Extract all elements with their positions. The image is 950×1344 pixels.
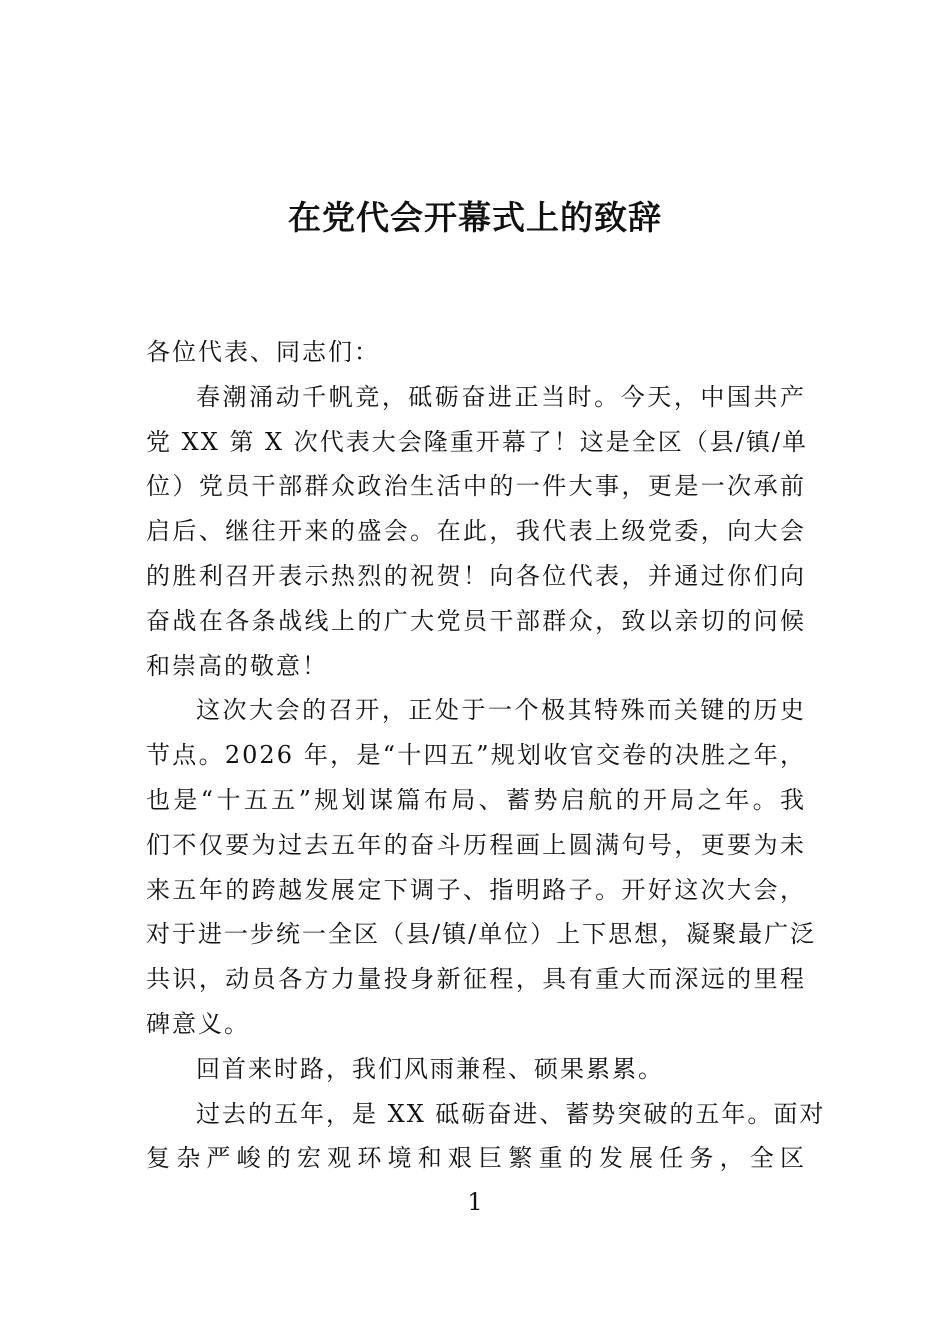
body-text-line: 们不仅要为过去五年的奋斗历程画上圆满句号，更要为未 [146, 830, 806, 859]
body-text-line: 各位代表、同志们： [146, 338, 380, 366]
body-text-line: 碑意义。 [146, 1009, 250, 1038]
body-text-line: 位）党员干部群众政治生活中的一件大事，更是一次承前 [146, 472, 806, 501]
body-text-line: 也是“十五五”规划谋篇布局、蓄势启航的开局之年。我 [146, 785, 806, 814]
page-number: 1 [467, 1188, 483, 1216]
body-text-line: 这次大会的召开，正处于一个极其特殊而关键的历史 [196, 696, 806, 725]
document-title: 在党代会开幕式上的致辞 [288, 198, 662, 237]
body-text-line: 启后、继往开来的盛会。在此，我代表上级党委，向大会 [146, 517, 806, 546]
body-text-line: 的胜利召开表示热烈的祝贺！向各位代表，并通过你们向 [146, 561, 806, 590]
body-text-line: 奋战在各条战线上的广大党员干部群众，致以亲切的问候 [146, 606, 806, 635]
body-text-line: 春潮涌动千帆竞，砥砺奋进正当时。今天，中国共产 [196, 382, 806, 411]
body-text-line: 和崇高的敬意！ [146, 651, 328, 680]
body-text-line: 党 XX 第 X 次代表大会隆重开幕了！这是全区（县/镇/单 [146, 427, 808, 456]
body-text-line: 对于进一步统一全区（县/镇/单位）上下思想，凝聚最广泛 [146, 920, 817, 949]
body-text-line: 过去的五年，是 XX 砥砺奋进、蓄势突破的五年。面对 [196, 1099, 826, 1128]
body-text-line: 复杂严峻的宏观环境和艰巨繁重的发展任务，全区 [146, 1144, 806, 1173]
body-text-line: 来五年的跨越发展定下调子、指明路子。开好这次大会， [146, 875, 806, 904]
body-text-line: 共识，动员各方力量投身新征程，具有重大而深远的里程 [146, 965, 806, 994]
body-text-line: 回首来时路，我们风雨兼程、硕果累累。 [196, 1054, 664, 1083]
document-body [146, 330, 826, 1181]
body-text-line: 节点。2026 年，是“十四五”规划收官交卷的决胜之年， [146, 741, 806, 770]
